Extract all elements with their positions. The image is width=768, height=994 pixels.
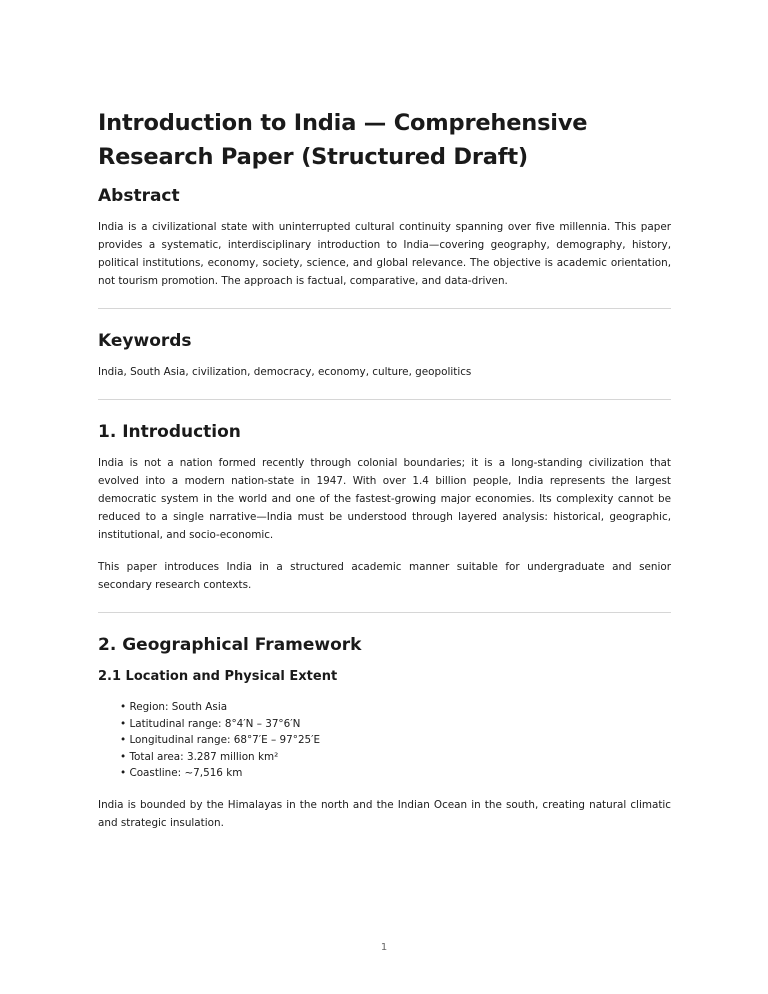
introduction-paragraph: This paper introduces India in a structured academic manner suitable for undergraduate and senior secondary research contexts. [98,561,671,591]
abstract-text: India is a civilizational state with uninterrupted cultural continuity spanning over five millennia. This paper provides a systematic, interdisciplinary introduction to India—covering geography, demography, history, political institutions, economy, society, science, and global relevance. The objective is academic orientation, not tourism promotion. The approach is factual, comparative, and data-driven. [98,221,671,287]
divider [98,308,671,309]
list-item: • Latitudinal range: 8°4′N – 37°6′N [120,716,671,733]
list-item: • Longitudinal range: 68°7′E – 97°25′E [120,732,671,749]
page-number: 1 [380,942,388,953]
location-subheading: 2.1 Location and Physical Extent [98,669,338,684]
paper-title: Introduction to India — Comprehensive Research Paper (Structured Draft) [98,110,588,170]
keywords-text: India, South Asia, civilization, democracy, economy, culture, geopolitics [98,366,472,378]
list-item: • Region: South Asia [120,699,671,716]
location-list [98,699,671,782]
keywords-heading: Keywords [98,331,192,351]
divider [98,399,671,400]
geography-heading: 2. Geographical Framework [98,635,362,655]
list-item: • Total area: 3.287 million km² [120,749,671,766]
abstract-heading: Abstract [98,186,180,206]
divider [98,612,671,613]
document-page [98,106,671,846]
introduction-paragraph: India is not a nation formed recently through colonial boundaries; it is a long-standing civilization that evolved into a modern nation-state in 1947. With over 1.4 billion people, India represents the largest democratic system in the world and one of the fastest-growing major economies. Its complexity cannot be reduced to a single narrative—India must be understood through layered analysis: historical, geographic, institutional, and socio-economic. [98,457,671,541]
geography-paragraph: India is bounded by the Himalayas in the north and the Indian Ocean in the south, creating natural climatic and strategic insulation. [98,798,671,829]
introduction-heading: 1. Introduction [98,422,241,442]
list-item: • Coastline: ~7,516 km [120,765,671,782]
